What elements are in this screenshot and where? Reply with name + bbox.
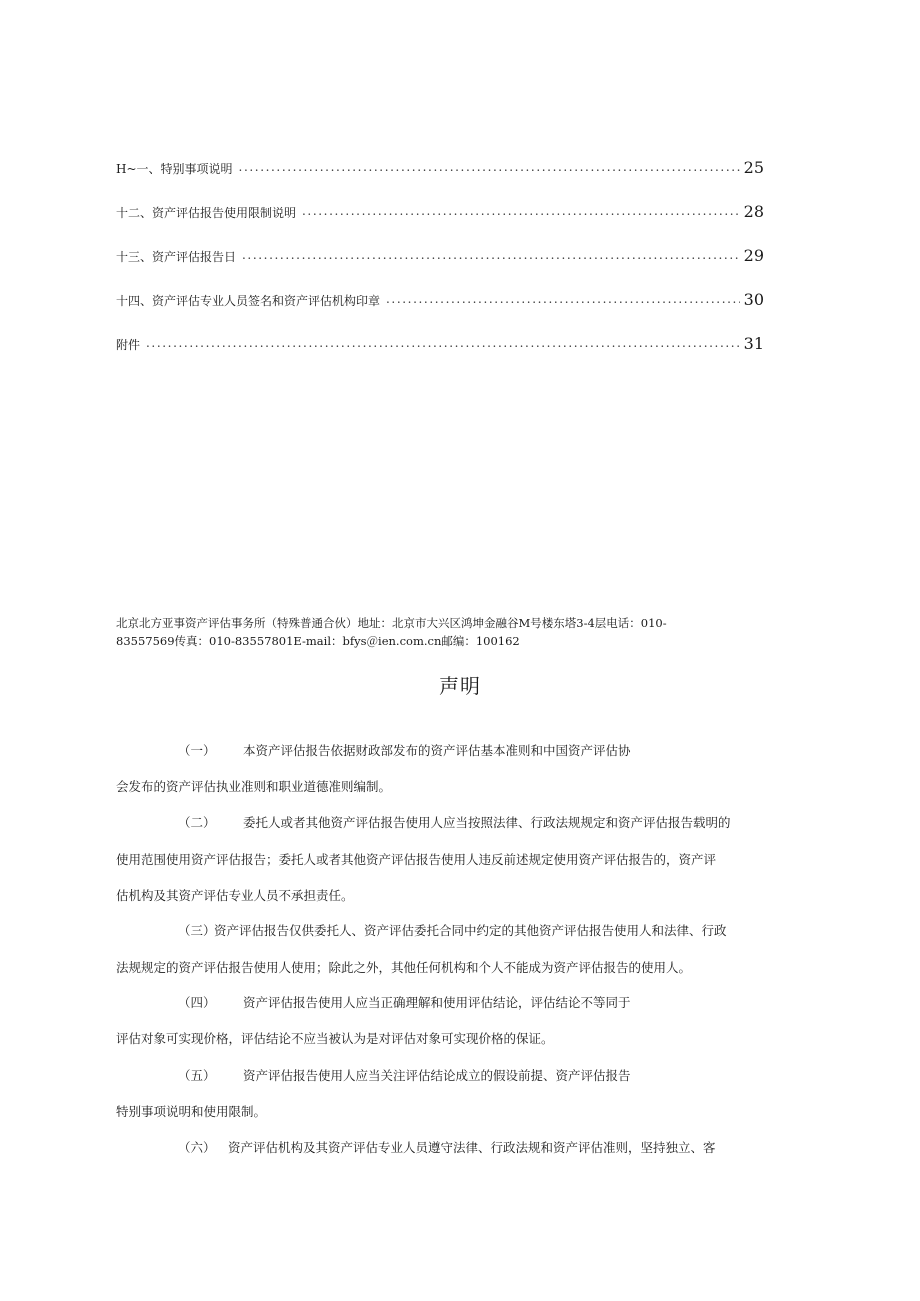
declaration-title: 声明 xyxy=(439,674,481,698)
declaration-item-number: （一） xyxy=(178,743,216,758)
toc-leader-dots xyxy=(386,292,740,306)
toc-entry-label: 十四、资产评估专业人员签名和资产评估机构印章 xyxy=(116,294,381,308)
toc-entry-page: 25 xyxy=(743,158,764,177)
declaration-item-number: （四） xyxy=(178,995,216,1010)
declaration-paragraph-line: 会发布的资产评估执业准则和职业道德准则编制。 xyxy=(116,779,392,794)
declaration-paragraph-line: 资产评估报告使用人应当关注评估结论成立的假设前提、资产评估报告 xyxy=(243,1068,631,1083)
declaration-paragraph-line: 估机构及其资产评估专业人员不承担责任。 xyxy=(116,888,354,903)
declaration-paragraph-line: 特别事项说明和使用限制。 xyxy=(116,1104,267,1119)
toc-entry-label: 十二、资产评估报告使用限制说明 xyxy=(116,206,297,220)
toc-entry[interactable] xyxy=(116,155,764,177)
declaration-item-number: （三） xyxy=(178,923,216,938)
toc-leader-dots xyxy=(146,336,740,350)
declaration-paragraph-line: 法规规定的资产评估报告使用人使用；除此之外，其他任何机构和个人不能成为资产评估报告的使用人。 xyxy=(116,960,692,975)
firm-contact-info xyxy=(116,614,788,650)
declaration-paragraph-line: 委托人或者其他资产评估报告使用人应当按照法律、行政法规规定和资产评估报告载明的 xyxy=(243,815,731,830)
toc-entry-page: 29 xyxy=(743,246,764,265)
declaration-item-number: （二） xyxy=(178,815,216,830)
toc-entry-label: H~一、特别事项说明 xyxy=(116,162,233,176)
toc-leader-dots xyxy=(239,160,740,174)
toc-entry-label: 附件 xyxy=(116,338,141,352)
toc-entry[interactable] xyxy=(116,287,764,309)
toc-entry-page: 31 xyxy=(743,334,764,353)
toc-entry-page: 30 xyxy=(743,290,764,309)
toc-entry[interactable] xyxy=(116,331,764,353)
declaration-paragraph-line: 本资产评估报告依据财政部发布的资产评估基本准则和中国资产评估协 xyxy=(243,743,631,758)
toc-entry[interactable] xyxy=(116,243,764,265)
declaration-paragraph-line: 评估对象可实现价格，评估结论不应当被认为是对评估对象可实现价格的保证。 xyxy=(116,1031,554,1046)
firm-contact-line: 北京北方亚事资产评估事务所（特殊普通合伙）地址：北京市大兴区鸿坤金融谷M号楼东塔3-4层电话：010- xyxy=(116,616,667,630)
declaration-paragraph-line: 资产评估报告使用人应当正确理解和使用评估结论，评估结论不等同于 xyxy=(243,995,631,1010)
declaration-item-number: （六） xyxy=(178,1140,216,1155)
firm-contact-line: 83557569传真：010-83557801E-mail：bfys＠ien.com.cn邮编：100162 xyxy=(116,634,520,648)
declaration-item-number: （五） xyxy=(178,1068,216,1083)
declaration-paragraph-line: 使用范围使用资产评估报告；委托人或者其他资产评估报告使用人违反前述规定使用资产评估报告的，资产评 xyxy=(116,852,717,867)
toc-entry[interactable] xyxy=(116,199,764,221)
toc-entry-label: 十三、资产评估报告日 xyxy=(116,250,237,264)
declaration-paragraph-line: 资产评估报告仅供委托人、资产评估委托合同中约定的其他资产评估报告使用人和法律、行政 xyxy=(214,923,727,938)
declaration-paragraph-line: 资产评估机构及其资产评估专业人员遵守法律、行政法规和资产评估准则，坚持独立、客 xyxy=(228,1140,716,1155)
toc-leader-dots xyxy=(242,248,740,262)
toc-leader-dots xyxy=(302,204,740,218)
toc-entry-page: 28 xyxy=(743,202,764,221)
